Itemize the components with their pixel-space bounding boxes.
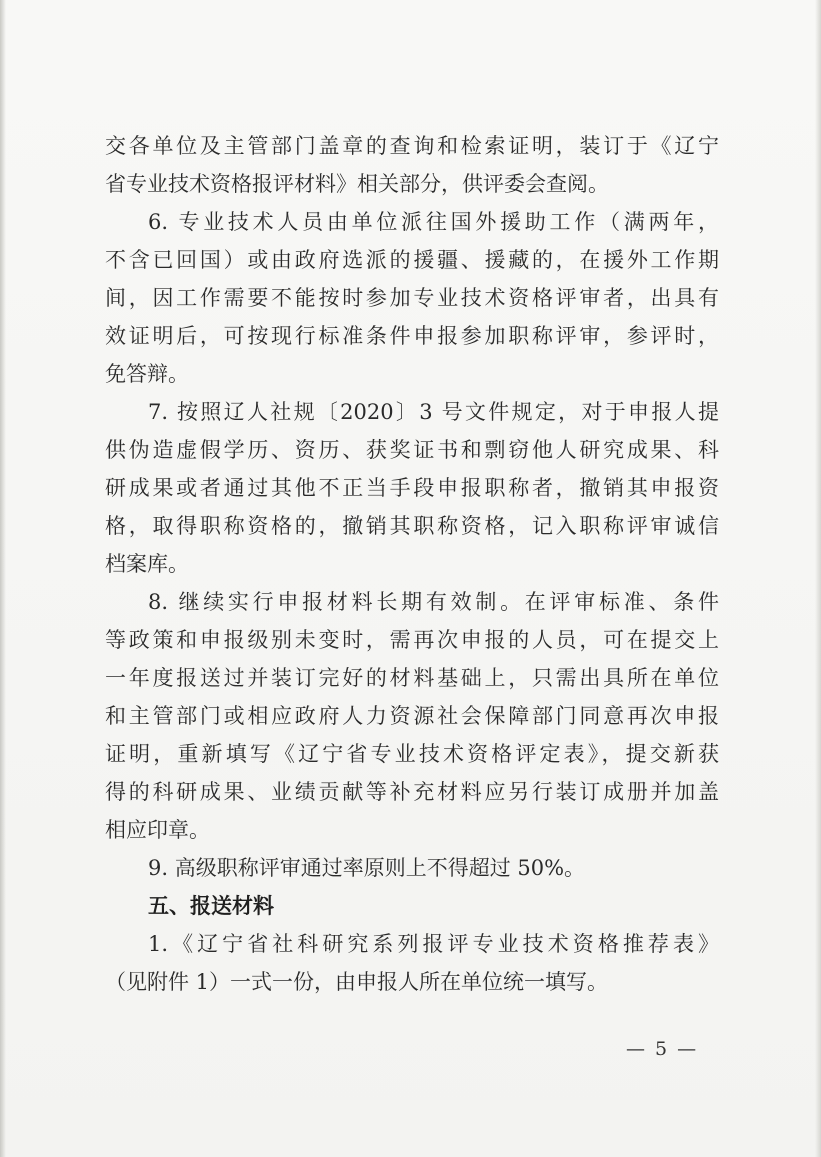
text-line: 等政策和申报级别未变时，需再次申报的人员，可在提交上 xyxy=(105,628,719,652)
paragraph-continuation xyxy=(105,127,719,203)
paragraph-item-8 xyxy=(105,583,719,849)
text-line: 免答辩。 xyxy=(105,362,189,386)
body-text xyxy=(105,127,719,1001)
text-line: 效证明后，可按现行标准条件申报参加职称评审，参评时， xyxy=(105,324,719,348)
page-left-edge xyxy=(0,0,6,1157)
text-line: 8. 继续实行申报材料长期有效制。在评审标准、条件 xyxy=(148,590,719,614)
text-line: 相应印章。 xyxy=(105,818,210,842)
text-line: 档案库。 xyxy=(105,552,189,576)
text-line: 一年度报送过并装订完好的材料基础上，只需出具所在单位 xyxy=(105,666,719,690)
text-line: 1.《辽宁省社科研究系列报评专业技术资格推荐表》 xyxy=(148,932,719,956)
text-line: 证明，重新填写《辽宁省专业技术资格评定表》，提交新获 xyxy=(105,742,719,766)
section-heading: 五、报送材料 xyxy=(148,894,274,918)
paragraph-item-7 xyxy=(105,393,719,583)
text-line: 得的科研成果、业绩贡献等补充材料应另行装订成册并加盖 xyxy=(105,780,719,804)
text-line: 6. 专业技术人员由单位派往国外援助工作（满两年， xyxy=(148,210,719,234)
text-line: 和主管部门或相应政府人力资源社会保障部门同意再次申报 xyxy=(105,704,719,728)
text-line: 格，取得职称资格的，撤销其职称资格，记入职称评审诚信 xyxy=(105,514,719,538)
text-line: （见附件 1）一式一份，由申报人所在单位统一填写。 xyxy=(105,970,609,994)
text-line: 9. 高级职称评审通过率原则上不得超过 50%。 xyxy=(148,856,586,880)
text-line: 省专业技术资格报评材料》相关部分，供评委会查阅。 xyxy=(105,172,609,196)
text-line: 研成果或者通过其他不正当手段申报职称者，撤销其申报资 xyxy=(105,476,719,500)
text-line: 不含已回国）或由政府选派的援疆、援藏的，在援外工作期 xyxy=(105,248,719,272)
paragraph-item-6 xyxy=(105,203,719,393)
paragraph-item-9 xyxy=(105,849,719,887)
text-line: 交各单位及主管部门盖章的查询和检索证明，装订于《辽宁 xyxy=(105,134,719,158)
page-right-edge xyxy=(815,0,821,1157)
text-line: 7. 按照辽人社规〔2020〕3 号文件规定，对于申报人提 xyxy=(148,400,719,424)
paragraph-materials-1 xyxy=(105,925,719,1001)
text-line: 间，因工作需要不能按时参加专业技术资格评审者，出具有 xyxy=(105,286,719,310)
text-line: 供伪造虚假学历、资历、获奖证书和剽窃他人研究成果、科 xyxy=(105,438,719,462)
page-number: — 5 — xyxy=(626,1038,699,1060)
